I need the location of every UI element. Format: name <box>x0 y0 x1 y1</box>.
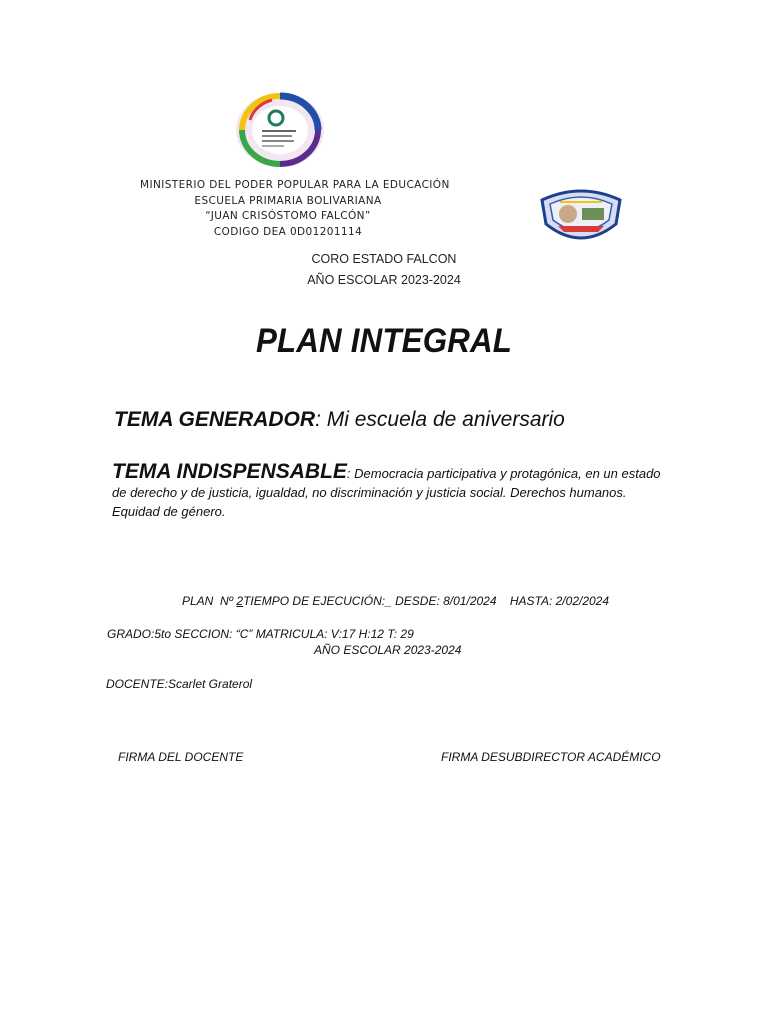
location-line: CORO ESTADO FALCON <box>311 252 457 266</box>
plan-tiempo: TIEMPO DE EJECUCIÓN:_ DESDE: 8/01/2024 HASTA: 2/02/2024 <box>243 594 610 608</box>
tema-indispensable-label: TEMA INDISPENSABLE <box>112 460 347 483</box>
school-name: “JUAN CRISÓSTOMO FALCÓN” <box>205 210 371 222</box>
school-header <box>140 178 450 246</box>
page-title: PLAN INTEGRAL <box>255 322 513 360</box>
school-year-line-2: AÑO ESCOLAR 2023-2024 <box>314 643 462 657</box>
school-year-line: AÑO ESCOLAR 2023-2024 <box>307 273 461 287</box>
tema-generador-label: TEMA GENERADOR <box>114 408 316 431</box>
school-type: ESCUELA PRIMARIA BOLIVARIANA <box>194 194 382 207</box>
plan-number: 2 <box>236 594 244 608</box>
school-shield-icon <box>538 186 624 246</box>
ministry-name: MINISTERIO DEL PODER POPULAR PARA LA EDUCACIÓN <box>140 179 450 191</box>
tema-indispensable <box>112 462 672 521</box>
school-code: CODIGO DEA 0D01201114 <box>213 225 363 238</box>
firma-docente: FIRMA DEL DOCENTE <box>118 750 244 764</box>
firma-subdirector: FIRMA DESUBDIRECTOR ACADÉMICO <box>441 750 661 764</box>
plan-prefix: PLAN Nº <box>182 594 237 608</box>
docente-line: DOCENTE:Scarlet Graterol <box>106 677 253 691</box>
tema-generador-value: : Mi escuela de aniversario <box>315 408 565 431</box>
tema-generador <box>114 408 565 432</box>
grado-line: GRADO:5to SECCION: “C” MATRICULA: V:17 H:12 T: 29 <box>107 627 414 641</box>
plan-line <box>182 594 609 608</box>
tema-indispensable-value: : Democracia participativa y protagónica, en un estado de derecho y de justicia, igualdad, no discriminación y justicia social. Derechos humanos. Equidad de género. <box>112 466 661 519</box>
ministry-logo <box>232 90 328 170</box>
